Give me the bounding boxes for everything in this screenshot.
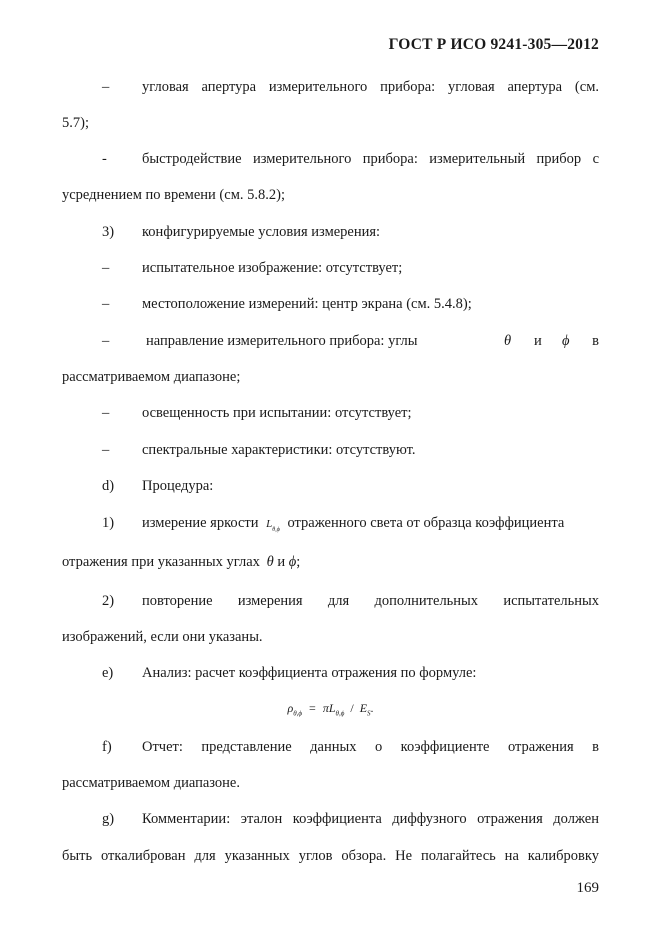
document-header: ГОСТ Р ИСО 9241-305—2012 xyxy=(388,36,599,53)
text-line: рассматриваемом диапазоне; xyxy=(62,369,241,385)
text-line: 5.7); xyxy=(62,115,89,131)
text-line: рассматриваемом диапазоне. xyxy=(62,775,240,791)
page-number: 169 xyxy=(576,880,599,896)
text-line: отражения при указанных углах θ и ϕ; xyxy=(62,554,301,570)
text-line: изображений, если они указаны. xyxy=(62,629,263,645)
text-line: усреднением по времени (см. 5.8.2); xyxy=(62,187,285,203)
text-line: быть откалиброван для указанных углов обзора. Не полагайтесь на калибровку xyxy=(62,848,599,864)
reflectance-formula: $\rho_{\theta,\phi} = \pi L_{\theta,\phi} / E_S$. xyxy=(287,701,374,718)
